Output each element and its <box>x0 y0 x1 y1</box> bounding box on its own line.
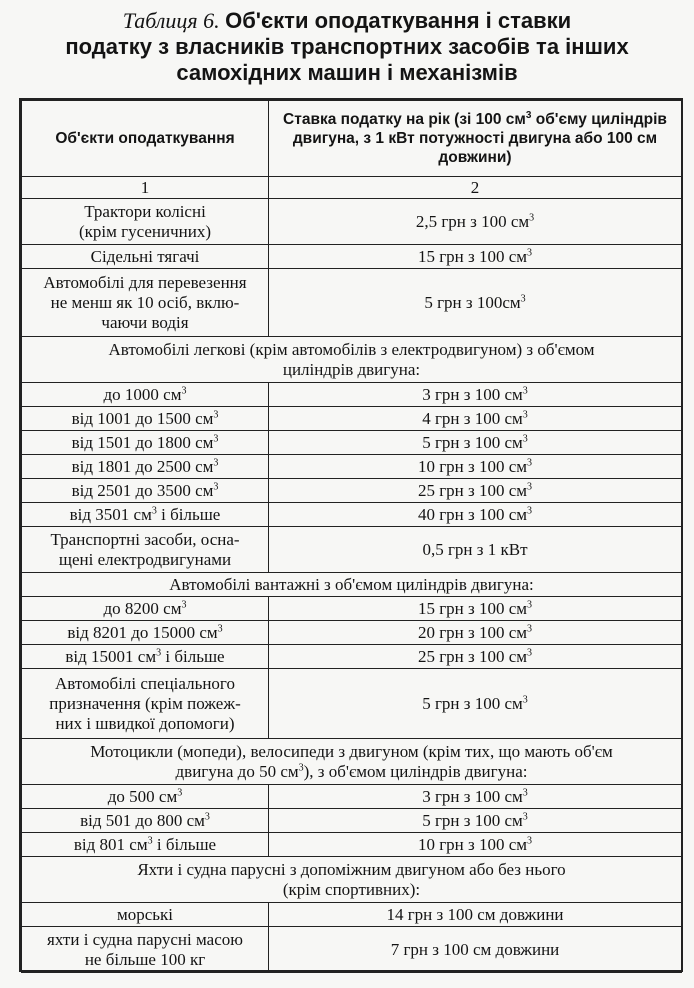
table-row <box>22 431 682 455</box>
rate-cell: 25 грн з 100 $см^3$ <box>269 479 682 503</box>
table-row <box>22 455 682 479</box>
object-cell: Трактори колісні (крім гусеничних) <box>22 199 269 245</box>
table-row <box>22 503 682 527</box>
rate-cell: 2,5 грн з 100 $см^3$ <box>269 199 682 245</box>
object-cell: від 501 до 800 $см^3$ <box>22 809 269 833</box>
table-caption <box>10 8 684 86</box>
rate-cell: 0,5 грн з 1 кВт <box>269 527 682 573</box>
object-cell: Транспортні засоби, осна- щені електродвигунами <box>22 527 269 573</box>
section-heading: Автомобілі вантажні з об'ємом циліндрів двигуна: <box>22 573 682 597</box>
rate-cell: 14 грн з 100 см довжини <box>269 903 682 927</box>
table-row <box>22 269 682 337</box>
rate-cell: 5 грн з $100см^3$ <box>269 269 682 337</box>
rate-cell: 15 грн з 100 $см^3$ <box>269 245 682 269</box>
caption-line-3: самохідних машин і механізмів <box>176 60 518 85</box>
object-cell: Сідельні тягачі <box>22 245 269 269</box>
header-rate: Ставка податку на рік (зі 100 $см^3$ об'єму циліндрів двигуна, з 1 кВт потужності двигуна або 100 см довжини) <box>269 101 682 177</box>
rate-cell: 15 грн з 100 $см^3$ <box>269 597 682 621</box>
table-row <box>22 669 682 739</box>
object-cell: до 8200 $см^3$ <box>22 597 269 621</box>
rate-cell: 5 грн з 100 $см^3$ <box>269 809 682 833</box>
section-heading: Яхти і судна парусні з допоміжним двигуном або без нього (крім спортивних): <box>22 857 682 903</box>
section-heading: Автомобілі легкові (крім автомобілів з електродвигуном) з об'ємом циліндрів двигуна: <box>22 337 682 383</box>
object-cell: від 3501 $см^3$ і більше <box>22 503 269 527</box>
object-cell: від 1501 до 1800 $см^3$ <box>22 431 269 455</box>
rate-cell: 10 грн з 100 $см^3$ <box>269 833 682 857</box>
section-heading: Мотоцикли (мопеди), велосипеди з двигуном (крім тих, що мають об'єм двигуна до 50 $см^3$), з об'ємом циліндрів двигуна: <box>22 739 682 785</box>
rate-cell: 3 грн з 100 $см^3$ <box>269 383 682 407</box>
table-row <box>22 199 682 245</box>
object-cell: від 1801 до 2500 $см^3$ <box>22 455 269 479</box>
object-cell: від 15001 $см^3$ і більше <box>22 645 269 669</box>
rate-cell: 5 грн з 100 $см^3$ <box>269 431 682 455</box>
object-cell: до 1000 $см^3$ <box>22 383 269 407</box>
column-number-row <box>22 177 682 199</box>
rate-cell: 7 грн з 100 см довжини <box>269 927 682 973</box>
table-row <box>22 645 682 669</box>
section-row <box>22 857 682 903</box>
table-row <box>22 833 682 857</box>
rate-cell: 25 грн з 100 $см^3$ <box>269 645 682 669</box>
object-cell: Автомобілі для перевезення не менш як 10 осіб, вклю- чаючи водія <box>22 269 269 337</box>
object-cell: від 2501 до 3500 $см^3$ <box>22 479 269 503</box>
object-cell: від 8201 до 15000 $см^3$ <box>22 621 269 645</box>
rate-cell: 20 грн з 100 $см^3$ <box>269 621 682 645</box>
object-cell: Автомобілі спеціального призначення (крім пожеж- них і швидкої допомоги) <box>22 669 269 739</box>
table-row <box>22 597 682 621</box>
table-row <box>22 383 682 407</box>
table-row <box>22 785 682 809</box>
object-cell: морські <box>22 903 269 927</box>
object-cell: від 1001 до 1500 $см^3$ <box>22 407 269 431</box>
rate-cell: 5 грн з 100 $см^3$ <box>269 669 682 739</box>
rate-cell: 4 грн з 100 $см^3$ <box>269 407 682 431</box>
table-row <box>22 527 682 573</box>
table-row <box>22 809 682 833</box>
section-row <box>22 337 682 383</box>
section-row <box>22 573 682 597</box>
caption-line-1: Об'єкти оподаткування і ставки <box>225 8 572 33</box>
rate-cell: 40 грн з 100 $см^3$ <box>269 503 682 527</box>
column-number-2: 2 <box>269 177 682 199</box>
rate-cell: 3 грн з 100 $см^3$ <box>269 785 682 809</box>
object-cell: до 500 $см^3$ <box>22 785 269 809</box>
header-row <box>22 101 682 177</box>
table-row <box>22 927 682 973</box>
object-cell: яхти і судна парусні масою не більше 100 кг <box>22 927 269 973</box>
header-objects: Об'єкти оподаткування <box>22 101 269 177</box>
caption-prefix: Таблиця 6. <box>122 8 220 33</box>
table-row <box>22 245 682 269</box>
table-row <box>22 407 682 431</box>
section-row <box>22 739 682 785</box>
tax-rates-table <box>21 100 682 973</box>
column-number-1: 1 <box>22 177 269 199</box>
caption-line-2: податку з власників транспортних засобів та інших <box>65 34 629 59</box>
table-row <box>22 479 682 503</box>
table-row <box>22 621 682 645</box>
table-row <box>22 903 682 927</box>
object-cell: від 801 $см^3$ і більше <box>22 833 269 857</box>
rate-cell: 10 грн з 100 $см^3$ <box>269 455 682 479</box>
